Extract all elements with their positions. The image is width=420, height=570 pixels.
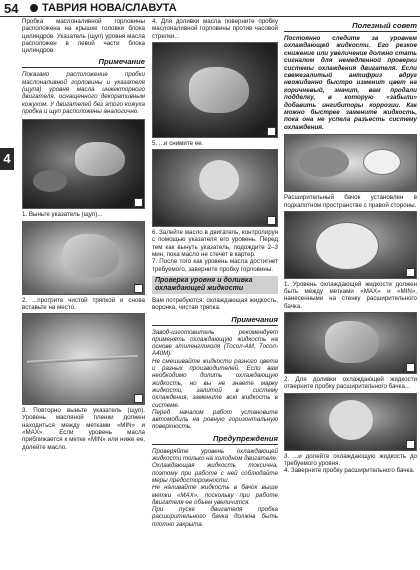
step-4-caption: 4. Для доливки масла поверните пробку маслоналивной горловины против часовой стрелки... — [152, 18, 278, 40]
tools-needed: Вам потребуются: охлаждающая жидкость, воронка, чистая тряпка. — [152, 296, 278, 312]
photo-engine-bay — [284, 134, 417, 192]
photo-tank-cap-open — [284, 312, 417, 374]
column-right — [284, 18, 417, 475]
warning-2: Охлаждающая жидкость токсична, поэтому при работе с ней соблюдайте меры предосторожности. — [152, 462, 278, 484]
coolant-tank-image — [315, 222, 379, 270]
photo-coolant-fill — [284, 393, 417, 451]
oil-bottle-image — [199, 160, 239, 200]
notes-2: Не смешивайте жидкости разного цвета и разных производителей. Если вам необходимо долить охлаждающую жидкость, но вы не знаете марку жидкости, залитой в систему охлаждения, замените всю жидкость в системе. — [152, 357, 278, 409]
tank-location-caption: Расширительный бачок установлен в подкапотном пространстве с правой стороны. — [284, 194, 417, 209]
coolant-section-heading: Проверка уровня и доливка охлаждающей жидкости — [152, 276, 278, 294]
column-middle — [152, 18, 278, 528]
step-7-caption: 7. После того как уровень масла достигнет требуемого, заверните пробку горловины. — [152, 258, 278, 273]
notes-3: Перед началом работ установите автомобиль на ровную горизонтальную поверхность. — [152, 408, 278, 431]
step-6-caption: 6. Залейте масло в двигатель, контролируя с помощью указателя его уровень. Перед тем как вынуть указатель, подождите 2–3 мин, пока масло не стечет в картер. — [152, 229, 278, 259]
warning-3: Не наливайте жидкость в бачок выше метки «MAX», поскольку при работе двигателя ее объем увеличится. — [152, 484, 278, 506]
notes-1: Завод-изготовитель рекомендует применять охлаждающую жидкость на основе этиленгликоля (Тосол-АМ, Тосол-А40М). — [152, 328, 278, 358]
hand-image — [75, 142, 125, 176]
chapter-tab: 4 — [0, 148, 14, 170]
engine-part-image — [33, 170, 67, 192]
step-5-caption: 5. ...и снимите ее. — [152, 139, 204, 147]
photo-number-icon — [134, 394, 143, 403]
page-title-text: ТАВРИЯ НОВА/СЛАВУТА — [42, 2, 177, 14]
warnings-heading: Предупреждения — [152, 434, 278, 445]
page-header — [0, 0, 420, 17]
coolant-step-3-caption: 3. ...и долейте охлаждающую жидкость до требуемого уровня. — [284, 452, 417, 467]
coolant-bottle-image — [329, 400, 373, 440]
photo-dipstick-wipe — [22, 221, 145, 295]
coolant-step-4-caption: 4. Заверните пробку расширительного бачка. — [284, 467, 415, 475]
hand-with-rag-image — [63, 234, 119, 278]
engine-image — [299, 147, 349, 177]
photo-coolant-level — [284, 211, 417, 279]
page-number: 54 — [4, 1, 19, 16]
photo-number-icon — [267, 127, 276, 136]
step-3-caption: 3. Повторно выньте указатель (щуп). Уровень масляной пленки должен находиться между метками «MIN» и «MAX». Если уровень масла приближается к метке «MIN» или ниже ее, долейте масло. — [22, 407, 145, 451]
warning-1: Проверяйте уровень охлаждающей жидкости только на холодном двигателе. — [152, 447, 278, 463]
photo-number-icon — [267, 216, 276, 225]
page-title — [30, 2, 177, 14]
tip-heading: Полезный совет — [284, 21, 417, 32]
photo-oil-fill — [152, 149, 278, 227]
note-heading: Примечание — [22, 57, 145, 68]
bullet-icon — [30, 4, 38, 12]
step-1-caption: 1. Выньте указатель (щуп)... — [22, 211, 103, 219]
hand-image — [325, 321, 379, 363]
photo-number-icon — [406, 268, 415, 277]
intro-text: Пробка маслоналивной горловины расположена на крышке головки блока цилиндров. Указатель (щуп) уровня масла расположен в левой части блока цилиндров. — [22, 18, 145, 55]
photo-number-icon — [134, 284, 143, 293]
expansion-tank-image — [363, 149, 401, 175]
photo-dipstick-pull — [22, 119, 145, 209]
tip-text: Постоянно следите за уровнем охлаждающей жидкости. Его резкое снижение или увеличение должно стать сигналом для немедленной проверки системы охлаждения двигателя. Если свежезалитый антифриз вдруг неожиданно быстро изменит цвет на коричневый, значит, вам продали подделку, в которую «забыли» добавить ингибиторы коррозии. Как можно быстрее замените жидкость, пока она не успела разъесть систему охлаждения. — [284, 35, 417, 131]
photo-number-icon — [134, 198, 143, 207]
notes-heading: Примечания — [152, 315, 278, 326]
dipstick-image — [27, 355, 138, 364]
hand-image — [189, 67, 249, 113]
photo-dipstick-level — [22, 313, 145, 405]
coolant-step-1-caption: 1. Уровень охлаждающей жидкости должен быть между метками «MAX» и «MIN», нанесенными на стенку расширительного бачка. — [284, 280, 417, 310]
photo-oil-cap-turn — [152, 42, 278, 138]
warning-4: При пуске двигателя пробка расширительного бачка должна быть плотно закрыта. — [152, 506, 278, 528]
step-2-caption: 2. ...протрите чистой тряпкой и снова вставьте на место. — [22, 296, 145, 311]
photo-number-icon — [406, 363, 415, 372]
note-text: Показано расположение пробки маслоналивной горловины и указателя (щупа) уровня масла инжекторного двигателя, оснащенного декоративным кожухом. У двигателей без этого кожуха пробка и щуп расположены аналогично. — [22, 71, 145, 115]
coolant-step-2-caption: 2. Для доливки охлаждающей жидкости отверните пробку расширительного бачка... — [284, 376, 417, 391]
column-left — [22, 18, 145, 451]
photo-number-icon — [406, 440, 415, 449]
